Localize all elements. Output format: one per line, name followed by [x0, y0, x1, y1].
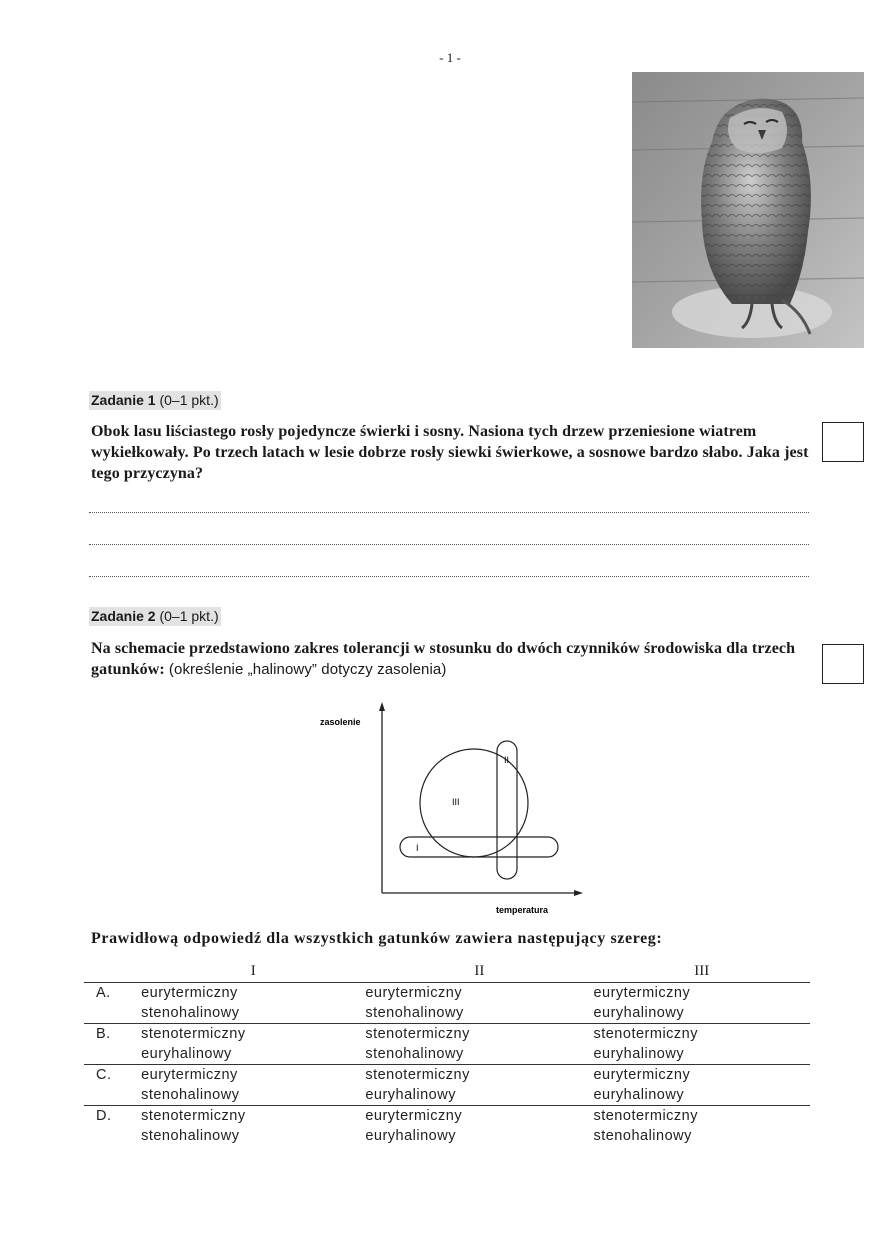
y-axis-label: zasolenie: [320, 717, 361, 727]
tolerance-diagram: [300, 695, 600, 925]
task1-score-box[interactable]: [822, 422, 864, 462]
task1-answer-line-1[interactable]: [89, 510, 809, 513]
answer-question: Prawidłową odpowiedź dla wszystkich gatunków zawiera następujący szereg:: [91, 930, 663, 947]
x-axis-arrow: [574, 890, 583, 896]
answer-table-header: [84, 960, 810, 983]
option-letter: C.: [96, 1067, 112, 1083]
page-number: - 1 -: [439, 50, 461, 65]
task1-points: (0–1 pkt.): [159, 392, 219, 408]
task1-answer-line-2[interactable]: [89, 542, 809, 545]
task2-points: (0–1 pkt.): [159, 608, 219, 624]
species-ii-label: II: [504, 755, 510, 765]
task1-question: Obok lasu liściastego rosły pojedyncze świerki i sosny. Nasiona tych drzew przeniesione wiatrem wykiełkowały. Po trzech latach w lesie dobrze rosły siewki świerkowe, a sosnowe bardzo słabo. Jaka jest tego przyczyna?: [91, 423, 809, 482]
option-d[interactable]: D. stenotermiczny stenohalinowy eurytermiczny euryhalinowy stenotermiczny stenohalinowy: [84, 1106, 810, 1147]
task2-heading: [89, 607, 221, 626]
option-letter: A.: [96, 985, 111, 1001]
task2-note: (określenie „halinowy” dotyczy zasolenia): [168, 661, 447, 678]
task2-text: Na schemacie przedstawiono zakres tolerancji w stosunku do dwóch czynników środowiska dla trzech gatunków:: [91, 640, 796, 678]
species-iii-range: [420, 749, 528, 857]
option-letter: B.: [96, 1026, 111, 1042]
task1-heading: [89, 391, 221, 410]
option-a[interactable]: A. eurytermiczny stenohalinowy eurytermiczny stenohalinowy eurytermiczny euryhalinowy: [84, 983, 810, 1024]
owl-photo: [632, 72, 864, 348]
species-iii-label: III: [452, 797, 460, 807]
task2-question: [91, 638, 811, 680]
species-i-label: I: [416, 843, 419, 853]
answer-table: [84, 960, 810, 1146]
column-header-iii: III: [694, 962, 710, 979]
option-letter: D.: [96, 1108, 112, 1124]
column-header-i: I: [250, 962, 256, 979]
task2-label: Zadanie 2: [91, 608, 156, 624]
task1-answer-line-3[interactable]: [89, 574, 809, 577]
y-axis-arrow: [379, 702, 385, 711]
option-c[interactable]: C. eurytermiczny stenohalinowy stenotermiczny euryhalinowy eurytermiczny euryhalinowy: [84, 1065, 810, 1106]
species-i-range: [400, 837, 558, 857]
x-axis-label: temperatura: [496, 905, 549, 915]
task1-label: Zadanie 1: [91, 392, 156, 408]
option-b[interactable]: B. stenotermiczny euryhalinowy stenotermiczny stenohalinowy stenotermiczny euryhalinowy: [84, 1024, 810, 1065]
column-header-ii: II: [474, 962, 485, 979]
task2-score-box[interactable]: [822, 644, 864, 684]
